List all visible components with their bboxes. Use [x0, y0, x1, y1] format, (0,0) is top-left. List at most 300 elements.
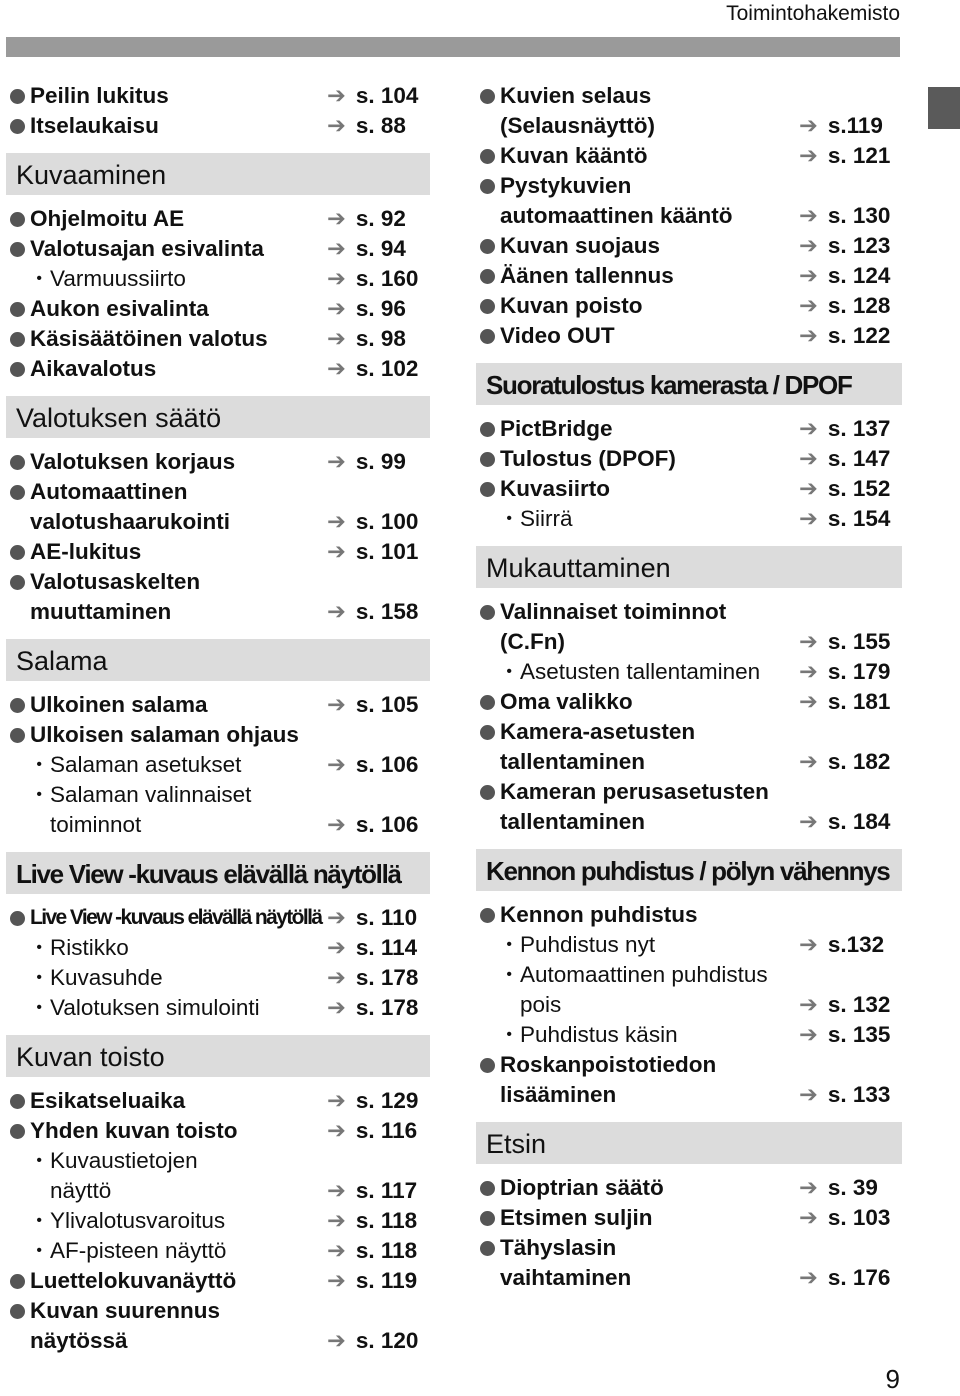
- bullet-icon: [480, 1058, 495, 1073]
- page-reference: [799, 475, 902, 503]
- arrow-icon: ➔: [799, 749, 818, 774]
- page-ref-text: s. 124: [827, 263, 891, 288]
- page-reference: [799, 445, 902, 473]
- dot-icon: •: [506, 966, 512, 983]
- bullet-icon: [480, 482, 495, 497]
- entry-label: Dioptrian säätö: [500, 1175, 664, 1200]
- index-entry: [480, 1081, 902, 1109]
- entry-label: Etsimen suljin: [500, 1205, 653, 1230]
- index-entry: [10, 1267, 430, 1295]
- bullet-icon: [480, 89, 495, 104]
- index-entry: [480, 718, 902, 746]
- dot-icon: •: [36, 756, 42, 773]
- arrow-icon: ➔: [799, 1082, 818, 1107]
- entry-label: Kuvan suurennus: [30, 1298, 221, 1323]
- bullet-marker: [10, 1274, 30, 1295]
- index-entry: [480, 688, 902, 716]
- bullet-marker: [480, 785, 500, 806]
- page-reference: [799, 748, 902, 776]
- page-ref-text: s. 88: [355, 113, 406, 138]
- arrow-icon: ➔: [327, 1178, 346, 1203]
- dot-marker: [480, 505, 520, 533]
- page-reference: [799, 112, 902, 140]
- entry-label: Asetusten tallentaminen: [520, 659, 761, 684]
- bullet-marker: [480, 1058, 500, 1079]
- bullet-marker: [480, 482, 500, 503]
- arrow-icon: ➔: [799, 1265, 818, 1290]
- page-ref-text: s. 119: [355, 1268, 418, 1293]
- bullet-marker: [480, 605, 500, 626]
- index-entry: [10, 538, 430, 566]
- bullet-icon: [10, 698, 25, 713]
- page-reference: [799, 991, 902, 1019]
- index-entry: [10, 112, 430, 140]
- page-reference: [327, 934, 430, 962]
- page-ref-text: s. 132: [827, 992, 891, 1017]
- index-entry: [480, 628, 902, 656]
- index-entry: [480, 748, 902, 776]
- index-entry: [480, 322, 902, 350]
- arrow-icon: ➔: [799, 446, 818, 471]
- arrow-icon: ➔: [327, 206, 346, 231]
- arrow-icon: ➔: [327, 752, 346, 777]
- entry-label: AF-pisteen näyttö: [50, 1238, 227, 1263]
- entry-label: Kamera-asetusten: [500, 719, 696, 744]
- page-reference: [327, 355, 430, 383]
- page-ref-text: s. 123: [827, 233, 891, 258]
- entry-label: Valotusaskelten: [30, 569, 201, 594]
- page-reference: [799, 415, 902, 443]
- section-heading: Etsin: [476, 1122, 902, 1164]
- bullet-icon: [10, 332, 25, 347]
- page-ref-text: s. 96: [355, 296, 406, 321]
- index-entry: [10, 295, 430, 323]
- page-ref-text: s. 122: [827, 323, 891, 348]
- arrow-icon: ➔: [327, 1118, 346, 1143]
- page-ref-text: s.119: [827, 113, 883, 138]
- bullet-icon: [10, 728, 25, 743]
- dot-icon: •: [36, 1242, 42, 1259]
- entry-label: pois: [520, 992, 562, 1017]
- bullet-marker: [10, 698, 30, 719]
- index-entry: [10, 355, 430, 383]
- page-reference: [327, 598, 430, 626]
- index-entry: [10, 478, 430, 506]
- page-reference: [799, 262, 902, 290]
- entry-label: (C.Fn): [500, 629, 565, 654]
- page-ref-text: s. 121: [827, 143, 891, 168]
- index-entry: [480, 961, 902, 989]
- index-entry: [480, 172, 902, 200]
- bullet-icon: [10, 212, 25, 227]
- entry-label: Pystykuvien: [500, 173, 632, 198]
- page-reference: [327, 205, 430, 233]
- arrow-icon: ➔: [327, 113, 346, 138]
- dot-marker: [10, 781, 50, 809]
- bullet-icon: [480, 179, 495, 194]
- entry-label: Roskanpoistotiedon: [500, 1052, 717, 1077]
- entry-label: PictBridge: [500, 416, 613, 441]
- dot-icon: •: [506, 510, 512, 527]
- index-entry: [10, 82, 430, 110]
- section-heading: Suoratulostus kamerasta / DPOF: [476, 363, 902, 405]
- bullet-icon: [10, 1094, 25, 1109]
- page-reference: [327, 994, 430, 1022]
- page-ref-text: s. 103: [827, 1205, 891, 1230]
- entry-label: toiminnot: [50, 812, 142, 837]
- bullet-marker: [480, 269, 500, 290]
- entry-label: Kennon puhdistus: [500, 902, 698, 927]
- page-ref-text: s. 130: [827, 203, 891, 228]
- arrow-icon: ➔: [799, 1022, 818, 1047]
- index-entry: [10, 448, 430, 476]
- page-reference: [327, 1267, 430, 1295]
- page-ref-text: s. 178: [355, 995, 419, 1020]
- page-ref-text: s. 129: [355, 1088, 419, 1113]
- arrow-icon: ➔: [327, 356, 346, 381]
- entry-label: Äänen tallennus: [500, 263, 674, 288]
- dot-marker: [10, 934, 50, 962]
- entry-label: Kameran perusasetusten: [500, 779, 769, 804]
- dot-marker: [10, 751, 50, 779]
- index-entry: [10, 1207, 430, 1235]
- index-entry: [480, 262, 902, 290]
- arrow-icon: ➔: [799, 113, 818, 138]
- arrow-icon: ➔: [327, 539, 346, 564]
- index-entry: [10, 721, 430, 749]
- bullet-marker: [10, 242, 30, 263]
- entry-label: vaihtaminen: [500, 1265, 632, 1290]
- page-reference: [327, 1327, 430, 1355]
- bullet-marker: [480, 329, 500, 350]
- page-ref-text: s. 137: [827, 416, 891, 441]
- page-ref-text: s. 184: [827, 809, 891, 834]
- page-ref-text: s. 94: [355, 236, 406, 261]
- index-entry: [10, 781, 430, 809]
- entry-label: Valotuksen simulointi: [50, 995, 260, 1020]
- page-ref-text: s. 133: [827, 1082, 891, 1107]
- arrow-icon: ➔: [799, 992, 818, 1017]
- dot-marker: [480, 961, 520, 989]
- entry-label: Siirrä: [520, 506, 573, 531]
- section-heading: Kuvaaminen: [6, 153, 430, 195]
- index-column-left: [10, 82, 430, 1357]
- entry-label: Aukon esivalinta: [30, 296, 209, 321]
- entry-label: Valinnaiset toiminnot: [500, 599, 727, 624]
- entry-label: Luettelokuvanäyttö: [30, 1268, 237, 1293]
- bullet-marker: [480, 179, 500, 200]
- bullet-marker: [480, 149, 500, 170]
- bullet-marker: [10, 1124, 30, 1145]
- page-ref-text: s. 120: [355, 1328, 419, 1353]
- index-entry: [10, 1327, 430, 1355]
- index-entry: [10, 598, 430, 626]
- page-reference: [799, 322, 902, 350]
- page-ref-text: s. 118: [355, 1208, 418, 1233]
- bullet-marker: [10, 455, 30, 476]
- bullet-marker: [10, 575, 30, 596]
- bullet-icon: [480, 605, 495, 620]
- entry-label: Käsisäätöinen valotus: [30, 326, 268, 351]
- bullet-marker: [480, 1211, 500, 1232]
- page-ref-text: s. 155: [827, 629, 891, 654]
- dot-icon: •: [36, 786, 42, 803]
- index-entry: [10, 964, 430, 992]
- bullet-icon: [10, 485, 25, 500]
- bullet-marker: [480, 908, 500, 929]
- page-ref-text: s. 179: [827, 659, 891, 684]
- index-entry: [10, 1237, 430, 1265]
- bullet-marker: [10, 911, 30, 932]
- page-reference: [799, 658, 902, 686]
- bullet-icon: [10, 362, 25, 377]
- bullet-marker: [10, 332, 30, 353]
- bullet-marker: [10, 119, 30, 140]
- index-entry: [480, 808, 902, 836]
- entry-label: Tähyslasin: [500, 1235, 617, 1260]
- index-entry: [480, 475, 902, 503]
- entry-label: Valotuksen korjaus: [30, 449, 236, 474]
- page-ref-text: s. 39: [827, 1175, 878, 1200]
- page-ref-text: s. 181: [827, 689, 891, 714]
- entry-label: Puhdistus nyt: [520, 932, 656, 957]
- arrow-icon: ➔: [799, 323, 818, 348]
- index-entry: [10, 1177, 430, 1205]
- entry-label: Automaattinen puhdistus: [520, 962, 768, 987]
- entry-label: Ristikko: [50, 935, 129, 960]
- entry-label: Esikatseluaika: [30, 1088, 186, 1113]
- bullet-icon: [10, 302, 25, 317]
- page-number: 9: [885, 1364, 900, 1394]
- index-entry: [480, 778, 902, 806]
- entry-label: tallentaminen: [500, 749, 646, 774]
- bullet-icon: [10, 242, 25, 257]
- section-heading: Kuvan toisto: [6, 1035, 430, 1077]
- index-entry: [480, 445, 902, 473]
- entry-label: Kuvan poisto: [500, 293, 643, 318]
- entry-label: Peilin lukitus: [30, 83, 169, 108]
- index-entry: [10, 1297, 430, 1325]
- dot-icon: •: [36, 999, 42, 1016]
- page-reference: [799, 628, 902, 656]
- dot-icon: •: [36, 270, 42, 287]
- arrow-icon: ➔: [327, 236, 346, 261]
- bullet-icon: [480, 695, 495, 710]
- entry-label: Automaattinen: [30, 479, 188, 504]
- bullet-icon: [480, 149, 495, 164]
- entry-label: Ohjelmoitu AE: [30, 206, 185, 231]
- arrow-icon: ➔: [327, 296, 346, 321]
- index-entry: [10, 934, 430, 962]
- arrow-icon: ➔: [327, 449, 346, 474]
- bullet-icon: [10, 1304, 25, 1319]
- page-ref-text: s. 152: [827, 476, 891, 501]
- page-reference: [799, 931, 902, 959]
- entry-label: Salaman valinnaiset: [50, 782, 252, 807]
- entry-label: Valotusajan esivalinta: [30, 236, 264, 261]
- arrow-icon: ➔: [799, 809, 818, 834]
- index-entry: [480, 202, 902, 230]
- index-entry: [10, 904, 430, 932]
- entry-label: Kuvien selaus: [500, 83, 652, 108]
- index-entry: [480, 1264, 902, 1292]
- page-ref-text: s. 106: [355, 812, 419, 837]
- arrow-icon: ➔: [799, 1175, 818, 1200]
- page-reference: [327, 811, 430, 839]
- bullet-icon: [480, 269, 495, 284]
- bullet-marker: [480, 299, 500, 320]
- bullet-icon: [480, 1181, 495, 1196]
- arrow-icon: ➔: [799, 659, 818, 684]
- dot-marker: [480, 1021, 520, 1049]
- dot-icon: •: [36, 1212, 42, 1229]
- index-entry: [10, 235, 430, 263]
- bullet-marker: [10, 89, 30, 110]
- page-reference: [327, 1237, 430, 1265]
- page-reference: [327, 1087, 430, 1115]
- page-reference: [327, 235, 430, 263]
- page-ref-text: s. 128: [827, 293, 891, 318]
- page-reference: [327, 904, 430, 932]
- bullet-icon: [480, 725, 495, 740]
- bullet-icon: [480, 452, 495, 467]
- bullet-icon: [10, 89, 25, 104]
- page-reference: [799, 1174, 902, 1202]
- entry-label: Varmuussiirto: [50, 266, 186, 291]
- entry-label: Video OUT: [500, 323, 615, 348]
- bullet-icon: [480, 299, 495, 314]
- page-ref-text: s. 106: [355, 752, 419, 777]
- bullet-icon: [480, 422, 495, 437]
- arrow-icon: ➔: [327, 599, 346, 624]
- page-reference: [799, 505, 902, 533]
- dot-icon: •: [506, 1026, 512, 1043]
- page-reference: [327, 265, 430, 293]
- section-heading: Salama: [6, 639, 430, 681]
- bullet-marker: [10, 212, 30, 233]
- dot-marker: [10, 994, 50, 1022]
- dot-icon: •: [506, 663, 512, 680]
- arrow-icon: ➔: [327, 266, 346, 291]
- page-ref-text: s. 100: [355, 509, 419, 534]
- bullet-icon: [480, 908, 495, 923]
- bullet-icon: [10, 1124, 25, 1139]
- index-entry: [10, 325, 430, 353]
- index-entry: [10, 1087, 430, 1115]
- bullet-icon: [10, 455, 25, 470]
- page-reference: [327, 1177, 430, 1205]
- arrow-icon: ➔: [327, 1328, 346, 1353]
- page-header-title: Toimintohakemisto: [726, 2, 900, 25]
- index-entry: [480, 991, 902, 1019]
- page-reference: [327, 538, 430, 566]
- dot-icon: •: [506, 936, 512, 953]
- arrow-icon: ➔: [327, 1088, 346, 1113]
- index-entry: [480, 658, 902, 686]
- section-heading: Live View -kuvaus elävällä näytöllä: [6, 852, 430, 894]
- entry-label: Oma valikko: [500, 689, 633, 714]
- arrow-icon: ➔: [327, 326, 346, 351]
- bullet-marker: [480, 422, 500, 443]
- page-reference: [799, 1204, 902, 1232]
- bullet-marker: [10, 1304, 30, 1325]
- bullet-icon: [480, 329, 495, 344]
- dot-marker: [480, 658, 520, 686]
- arrow-icon: ➔: [327, 1238, 346, 1263]
- entry-label: Puhdistus käsin: [520, 1022, 678, 1047]
- index-entry: [480, 292, 902, 320]
- dot-marker: [10, 265, 50, 293]
- index-column-right: [480, 82, 902, 1294]
- entry-label: Kuvaustietojen: [50, 1148, 198, 1173]
- bullet-marker: [10, 302, 30, 323]
- index-entry: [480, 415, 902, 443]
- bullet-marker: [480, 1181, 500, 1202]
- bullet-icon: [480, 785, 495, 800]
- arrow-icon: ➔: [799, 476, 818, 501]
- arrow-icon: ➔: [799, 143, 818, 168]
- bullet-marker: [480, 89, 500, 110]
- entry-label: Aikavalotus: [30, 356, 157, 381]
- bullet-marker: [10, 545, 30, 566]
- dot-marker: [480, 931, 520, 959]
- bullet-icon: [480, 1241, 495, 1256]
- dot-icon: •: [36, 939, 42, 956]
- bullet-icon: [10, 575, 25, 590]
- page-reference: [799, 688, 902, 716]
- entry-label: tallentaminen: [500, 809, 646, 834]
- page-reference: [799, 202, 902, 230]
- entry-label: Kuvasiirto: [500, 476, 611, 501]
- entry-label: lisääminen: [500, 1082, 617, 1107]
- index-entry: [10, 994, 430, 1022]
- dot-marker: [10, 1147, 50, 1175]
- page-ref-text: s. 182: [827, 749, 891, 774]
- index-entry: [480, 142, 902, 170]
- index-entry: [480, 901, 902, 929]
- bullet-icon: [10, 119, 25, 134]
- page-ref-text: s. 118: [355, 1238, 418, 1263]
- entry-label: Itselaukaisu: [30, 113, 159, 138]
- page-reference: [799, 808, 902, 836]
- arrow-icon: ➔: [327, 995, 346, 1020]
- page-reference: [327, 751, 430, 779]
- page-reference: [327, 508, 430, 536]
- index-entry: [480, 112, 902, 140]
- page-reference: [799, 1264, 902, 1292]
- bullet-marker: [480, 695, 500, 716]
- page-ref-text: s. 101: [355, 539, 419, 564]
- arrow-icon: ➔: [799, 506, 818, 531]
- page-reference: [327, 1207, 430, 1235]
- page-ref-text: s. 147: [827, 446, 891, 471]
- dot-icon: •: [36, 1152, 42, 1169]
- page-ref-text: s. 105: [355, 692, 419, 717]
- entry-label: Ylivalotusvaroitus: [50, 1208, 226, 1233]
- bullet-marker: [10, 485, 30, 506]
- entry-label: AE-lukitus: [30, 539, 142, 564]
- page-ref-text: s. 102: [355, 356, 419, 381]
- entry-label: Salaman asetukset: [50, 752, 242, 777]
- arrow-icon: ➔: [799, 233, 818, 258]
- page-ref-text: s. 99: [355, 449, 406, 474]
- index-entry: [10, 1147, 430, 1175]
- arrow-icon: ➔: [327, 935, 346, 960]
- chapter-tab-marker: [928, 87, 960, 129]
- entry-label: Live View -kuvaus elävällä näytöllä: [30, 906, 322, 929]
- bullet-icon: [10, 911, 25, 926]
- index-entry: [10, 205, 430, 233]
